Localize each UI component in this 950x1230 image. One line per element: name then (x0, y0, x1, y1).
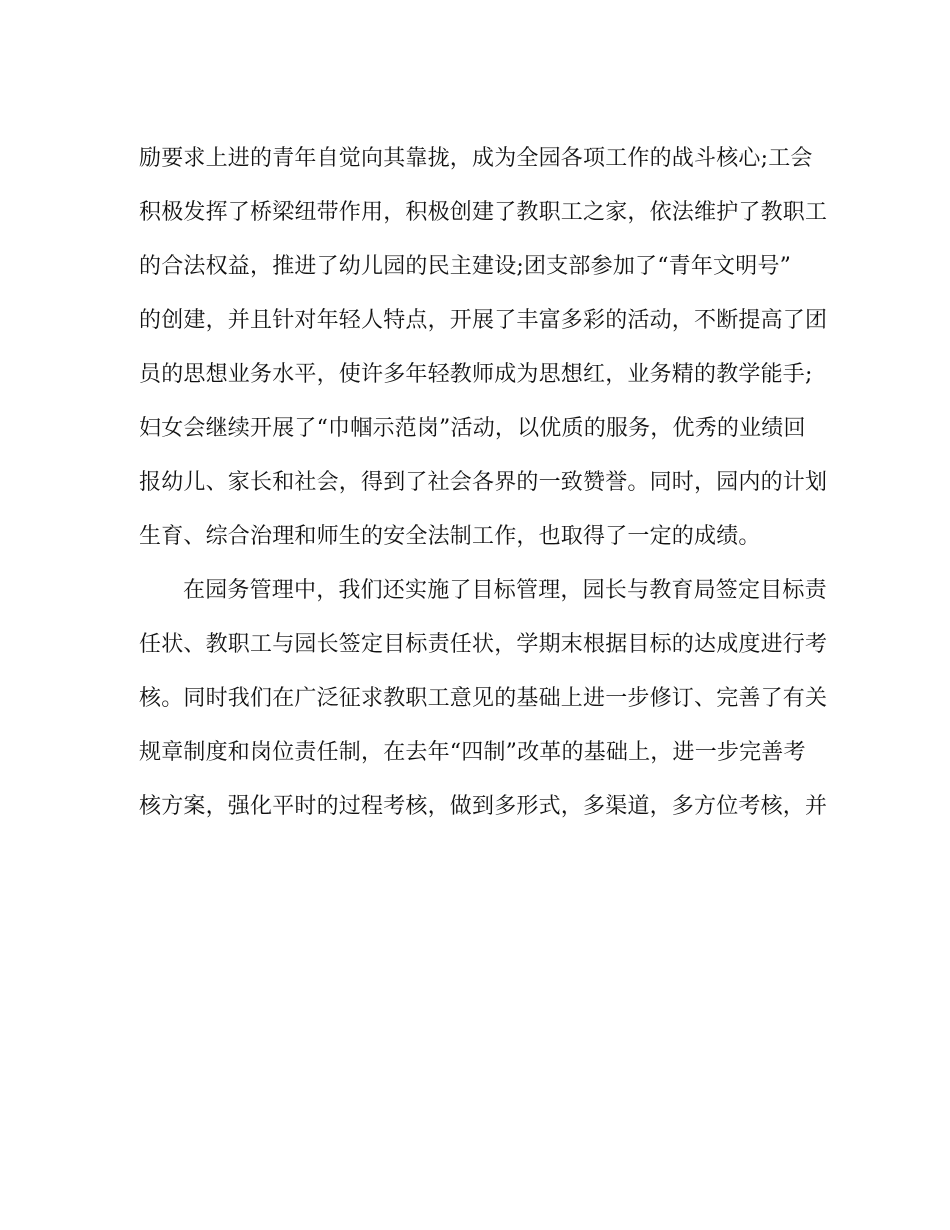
text-line: 生育、综合治理和师生的安全法制工作，也取得了一定的成绩。 (139, 524, 761, 549)
text-line: 任状、教职工与园长签定目标责任状，学期末根据目标的达成度进行考 (139, 632, 828, 657)
text-line: 员的思想业务水平，使许多年轻教师成为思想红，业务精的教学能手; (139, 362, 813, 387)
text-line: 规章制度和岗位责任制，在去年“四制”改革的基础上，进一步完善考 (139, 740, 806, 765)
text-line: 核。同时我们在广泛征求教职工意见的基础上进一步修订、完善了有关 (139, 686, 828, 711)
text-line: 积极发挥了桥梁纽带作用，积极创建了教职工之家，依法维护了教职工 (139, 200, 828, 225)
text-line: 励要求上进的青年自觉向其靠拢，成为全园各项工作的战斗核心;工会 (139, 146, 813, 171)
text-line: 的创建，并且针对年轻人特点，开展了丰富多彩的活动，不断提高了团 (139, 308, 828, 333)
text-line: 报幼儿、家长和社会，得到了社会各界的一致赞誉。同时，园内的计划 (139, 470, 828, 495)
body-text (139, 137, 828, 839)
text-line: 的合法权益，推进了幼儿园的民主建设;团支部参加了“青年文明号” (139, 254, 792, 279)
paragraph-start-line: 在园务管理中，我们还实施了目标管理，园长与教育局签定目标责 (183, 578, 827, 603)
text-line: 核方案，强化平时的过程考核，做到多形式，多渠道，多方位考核，并 (139, 794, 828, 819)
text-line: 妇女会继续开展了“巾帼示范岗”活动，以优质的服务，优秀的业绩回 (139, 416, 806, 441)
